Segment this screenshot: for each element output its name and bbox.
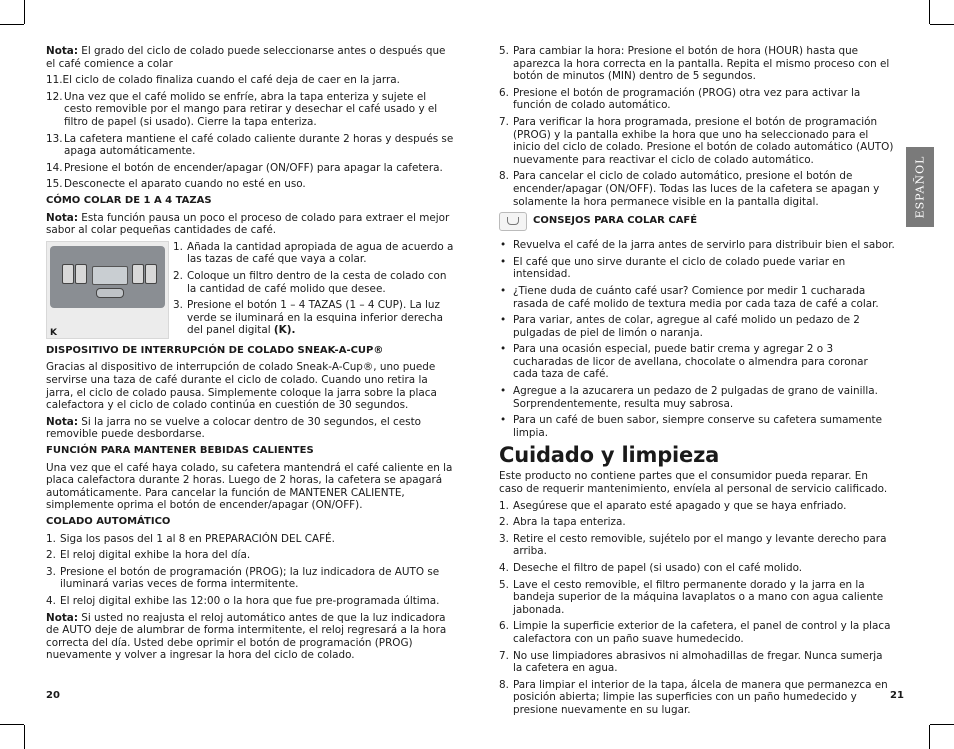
list-item: [499, 562, 895, 575]
note: Nota: Si usted no reajusta el reloj automático antes de que la luz indicadora de AUTO deje de alumbrar de forma intermitente, el reloj regresará a la hora correcta del día. Usted debe oprimir el botón de programación (PROG) nuevamente y volver a ingresar la hora del ciclo de colado.: [46, 611, 447, 662]
figure-ref: (K).: [273, 324, 296, 337]
section-heading: FUNCIÓN PARA MANTENER BEBIDAS CALIENTES: [46, 445, 314, 457]
crop-mark: [0, 24, 24, 25]
bullet-icon: •: [500, 255, 507, 268]
paragraph: Gracias al dispositivo de interrupción de colado Sneak-A-Cup®, uno puede servirse una taza de café durante el ciclo de colado. Cuando uno retira la jarra, el ciclo de colado pausa. Simplemente coloque la jarra sobre la placa calefactora y el ciclo de colado continúa en cuestión de 30 segundos.: [46, 361, 437, 412]
tip-item: [499, 385, 895, 410]
digital-display: [92, 266, 128, 285]
list-item: [46, 595, 456, 608]
list-item: [46, 162, 456, 175]
control-panel-figure: [46, 241, 169, 339]
coffee-cup-icon: [499, 212, 527, 231]
right-page: [499, 45, 895, 721]
note: Nota: Si la jarra no se vuelve a colocar dentro de 30 segundos, el cesto removible puede desbordarse.: [46, 415, 421, 441]
section-heading: DISPOSITIVO DE INTERRUPCIÓN DE COLADO SNEAK-A-CUP®: [46, 344, 384, 356]
list-text: Añada la cantidad apropiada de agua de acuerdo a las tazas de café que vaya a colar.: [187, 240, 454, 266]
list-item: [173, 270, 456, 295]
tip-item: [499, 414, 895, 439]
steps-list: [499, 45, 895, 208]
tip-text: Para una ocasión especial, puede batir crema y agregar 2 o 3 cucharadas de licor de avellana, chocolate o almendra para coronar cada taza de café.: [513, 343, 868, 381]
panel-button: [145, 264, 157, 284]
paragraph: Este producto no contiene partes que el consumidor pueda reparar. En caso de requerir mantenimiento, envíela al personal de servicio calificado.: [499, 470, 888, 496]
figure-row: [46, 241, 456, 341]
list-number: 8.: [499, 678, 509, 691]
list-item: [46, 178, 456, 191]
list-text: Retire el cesto removible, sujételo por el mango y levante derecho para arriba.: [513, 532, 887, 558]
tip-text: Para variar, antes de colar, agregue al café molido un pedazo de 2 pulgadas de piel de limón o naranja.: [513, 314, 860, 339]
crop-mark: [24, 0, 25, 24]
bullet-icon: •: [500, 239, 507, 252]
tip-item: [499, 343, 895, 381]
section-heading: COLADO AUTOMÁTICO: [46, 516, 171, 527]
list-text: Presione el botón de programación (PROG) otra vez para activar la función de colado automático.: [513, 86, 861, 112]
steps-list: [499, 500, 895, 717]
panel-button: [75, 264, 87, 284]
list-text: Lave el cesto removible, el filtro permanente dorado y la jarra en la bandeja superior de la máquina lavaplatos o a mano con agua caliente jabonada.: [513, 578, 884, 616]
list-number: 3.: [46, 565, 56, 578]
list-text: Limpie la superficie exterior de la cafetera, el panel de control y la placa calefactora con un paño suave humedecido.: [513, 620, 891, 645]
list-text: Asegúrese que el aparato esté apagado y que se haya enfriado.: [513, 499, 847, 512]
crop-mark: [930, 724, 954, 725]
list-item: [499, 170, 895, 208]
list-number: 7.: [499, 115, 509, 128]
list-number: 1.: [46, 532, 56, 545]
step-11: 11.El ciclo de colado finaliza cuando el café deja de caer en la jarra.: [46, 74, 400, 87]
tip-text: Para un café de buen sabor, siempre conserve su cafetera sumamente limpia.: [513, 414, 883, 439]
list-item: [46, 91, 456, 129]
tip-item: [499, 239, 895, 252]
list-number: 2.: [499, 516, 509, 529]
list-number: 6.: [499, 620, 509, 633]
paragraph: Una vez que el café haya colado, su cafetera mantendrá el café caliente en la placa calefactora durante 2 horas. Luego de 2 horas, la cafetera se apagará automáticamente. Para cancelar la función de MANTENER CALIENTE, simplemente oprima el botón de encender/apagar (ON/OFF).: [46, 461, 453, 512]
list-text: La cafetera mantiene el café colado caliente durante 2 horas y después se apaga automáticamente.: [64, 132, 454, 158]
list-text: Deseche el filtro de papel (si usado) con el café molido.: [513, 562, 803, 574]
list-text: Para cancelar el ciclo de colado automático, presione el botón de encender/apagar (ON/OFF). Todas las luces de la cafetera se apagan y solamente la hora permanece visible en la pantalla digital.: [513, 170, 880, 208]
bullet-icon: •: [500, 343, 507, 356]
list-number: 14.: [46, 161, 63, 174]
tips-heading: CONSEJOS PARA COLAR CAFÉ: [499, 212, 895, 231]
page-number: 21: [890, 690, 904, 701]
list-item: [499, 87, 895, 112]
list-number: 5.: [499, 578, 509, 591]
panel-button: [62, 264, 74, 284]
list-text: No use limpiadores abrasivos ni almohadillas de fregar. Nunca sumerja la cafetera en agua.: [513, 649, 883, 675]
figure-label: K: [50, 327, 57, 338]
tip-text: Agregue a la azucarera un pedazo de 2 pulgadas de grano de vainilla. Sorprendentemente, resulta muy sabrosa.: [513, 385, 878, 410]
list-number: 3.: [499, 532, 509, 545]
list-number: 15.: [46, 178, 63, 191]
control-panel: [50, 246, 165, 308]
tip-text: ¿Tiene duda de cuánto café usar? Comience por medir 1 cucharada rasada de café molido de textura media por cada taza de café a colar.: [513, 284, 879, 310]
left-page: [46, 45, 456, 666]
list-number: 1.: [499, 499, 509, 512]
list-item: [499, 650, 895, 675]
tip-item: [499, 314, 895, 339]
crop-mark: [929, 725, 930, 749]
list-item: [499, 116, 895, 166]
crop-mark: [24, 725, 25, 749]
list-number: 12.: [46, 90, 63, 103]
list-text: Una vez que el café molido se enfríe, abra la tapa enteriza y sujete el cesto removible por el mango para retirar y desechar el café usado y el filtro de papel (si usado). Cierre la tapa enteriza.: [64, 90, 438, 128]
language-tab: ESPAÑOL: [906, 147, 934, 227]
tips-list: [499, 239, 895, 439]
steps-list: [46, 91, 456, 191]
tip-item: [499, 256, 895, 281]
list-text: Abra la tapa enteriza.: [513, 516, 626, 529]
tip-item: [499, 285, 895, 310]
list-item: [499, 620, 895, 645]
list-number: 8.: [499, 170, 509, 183]
list-item: [173, 299, 456, 337]
crop-mark: [0, 724, 24, 725]
crop-mark: [929, 0, 930, 24]
list-number: 2.: [46, 549, 56, 562]
list-item: [46, 549, 456, 562]
list-text: El reloj digital exhibe la hora del día.: [60, 549, 251, 562]
list-number: 1.: [173, 240, 183, 253]
list-text: El reloj digital exhibe las 12:00 o la hora que fue pre-programada última.: [60, 594, 440, 607]
tip-text: El café que uno sirve durante el ciclo de colado puede variar en intensidad.: [513, 255, 846, 281]
list-text: Presione el botón de programación (PROG); la luz indicadora de AUTO se iluminará varias veces de forma intermitente.: [60, 565, 440, 591]
list-number: 6.: [499, 86, 509, 99]
steps-list: [46, 533, 456, 608]
list-item: [499, 45, 895, 83]
list-item: [499, 533, 895, 558]
list-item: [46, 133, 456, 158]
list-item: [499, 679, 895, 717]
list-number: 3.: [173, 299, 183, 312]
page-number: 20: [46, 690, 60, 701]
list-item: [46, 533, 456, 546]
crop-mark: [930, 24, 954, 25]
section-title: Cuidado y limpieza: [499, 443, 720, 468]
bullet-icon: •: [500, 284, 507, 297]
list-text: Desconecte el aparato cuando no esté en uso.: [64, 178, 306, 191]
list-number: 7.: [499, 649, 509, 662]
list-number: 4.: [46, 594, 56, 607]
steps-list: [173, 241, 456, 341]
list-text: Para limpiar el interior de la tapa, álcela de manera que permanezca en posición abierta; limpie las superficies con un paño humedecido y presione nuevamente en su lugar.: [513, 678, 888, 716]
list-item: [46, 566, 456, 591]
list-item: [173, 241, 456, 266]
list-number: 5.: [499, 45, 509, 57]
note: Nota: El grado del ciclo de colado puede seleccionarse antes o después que el café comience a colar: [46, 45, 446, 70]
bullet-icon: •: [500, 385, 507, 398]
list-number: 2.: [173, 269, 183, 282]
bullet-icon: •: [500, 314, 507, 327]
list-text: Para cambiar la hora: Presione el botón de hora (HOUR) hasta que aparezca la hora correcta en la pantalla. Repita el mismo proceso con el botón de minutos (MIN) dentro de 5 segundos.: [513, 45, 890, 83]
list-item: [499, 579, 895, 617]
list-item: [499, 500, 895, 513]
list-text: Siga los pasos del 1 al 8 en PREPARACIÓN DEL CAFÉ.: [60, 532, 335, 545]
list-number: 13.: [46, 132, 63, 145]
list-number: 4.: [499, 562, 509, 574]
list-text: Presione el botón 1 – 4 TAZAS (1 – 4 CUP). La luz verde se iluminará en la esquina inferior derecha del panel digital: [187, 299, 443, 337]
panel-button: [132, 264, 144, 284]
tip-text: Revuelva el café de la jarra antes de servirlo para distribuir bien el sabor.: [513, 239, 895, 252]
list-text: Presione el botón de encender/apagar (ON/OFF) para apagar la cafetera.: [64, 161, 443, 174]
note: Nota: Esta función pausa un poco el proceso de colado para extraer el mejor sabor al colar pequeñas cantidades de café.: [46, 211, 450, 237]
list-text: Para verificar la hora programada, presione el botón de programación (PROG) y la pantalla exhibe la hora que uno ha seleccionado para el inicio del ciclo de colado. Presione el botón de colado automático (AUTO) nuevamente para reactivar el ciclo de colado automático.: [513, 115, 894, 166]
section-heading: CÓMO COLAR DE 1 A 4 TAZAS: [46, 194, 212, 206]
panel-knob: [96, 288, 124, 298]
list-text: Coloque un filtro dentro de la cesta de colado con la cantidad de café molido que desee.: [187, 269, 447, 295]
bullet-icon: •: [500, 414, 507, 427]
list-item: [499, 516, 895, 529]
